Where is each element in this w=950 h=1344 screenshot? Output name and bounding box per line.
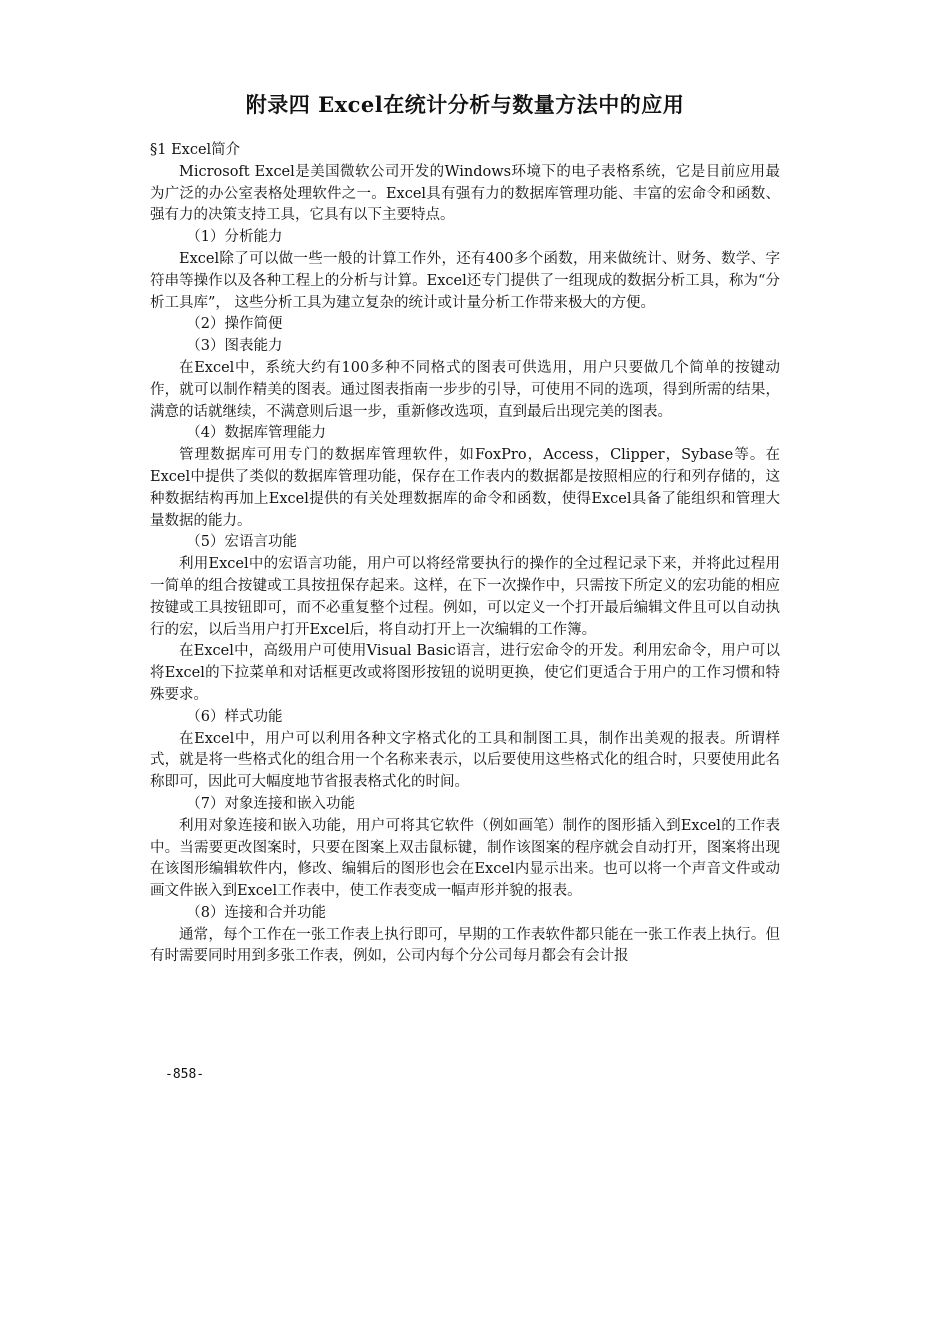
- item-5-heading: （5）宏语言功能: [186, 534, 297, 551]
- item-3-paragraph: 在Excel中，系统大约有100多种不同格式的图表可供选用，用户只要做几个简单的按键动作，就可以制作精美的图表。通过图表指南一步步的引导，可使用不同的选项，得到所需的结果，满意的话就继续，不满意则后退一步，重新修改选项，直到最后出现完美的图表。: [150, 359, 780, 420]
- item-6-paragraph: 在Excel中，用户可以利用各种文字格式化的工具和制图工具，制作出美观的报表。所谓样式，就是将一些格式化的组合用一个名称来表示，以后要使用这些格式化的组合时，只要使用此名称即可，因此可大幅度地节省报表格式化的时间。: [150, 730, 780, 791]
- item-7-paragraph: 利用对象连接和嵌入功能，用户可将其它软件（例如画笔）制作的图形插入到Excel的工作表中。当需要更改图案时，只要在图案上双击鼠标键，制作该图案的程序就会自动打开，图案将出现在该图形编辑软件内，修改、编辑后的图形也会在Excel内显示出来。也可以将一个声音文件或动画文件嵌入到Excel工作表中，使工作表变成一幅声形并貌的报表。: [150, 817, 780, 900]
- item-8-heading: （8）连接和合并功能: [186, 904, 326, 921]
- item-5-paragraph-2: 在Excel中，高级用户可使用Visual Basic语言，进行宏命令的开发。利用宏命令，用户可以将Excel的下拉菜单和对话框更改或将图形按钮的说明更换，使它们更适合于用户的工作习惯和特殊要求。: [150, 643, 780, 703]
- item-4-heading: （4）数据库管理能力: [186, 425, 326, 442]
- section-heading: §1 Excel简介: [150, 142, 241, 158]
- page-number: -858-: [165, 1067, 205, 1082]
- item-4-paragraph: 管理数据库可用专门的数据库管理软件，如FoxPro，Access，Clipper，Sybase等。在Excel中提供了类似的数据库管理功能，保存在工作表内的数据都是按照相应的行和列存储的，这种数据结构再加上Excel提供的有关处理数据库的命令和函数，使得Excel具备了能组织和管理大量数据的能力。: [150, 447, 780, 529]
- item-2-heading: （2）操作简便: [186, 316, 283, 333]
- item-5-paragraph-1: 利用Excel中的宏语言功能，用户可以将经常要执行的操作的全过程记录下来，并将此过程用一简单的组合按键或工具按扭保存起来。这样，在下一次操作中，只需按下所定义的宏功能的相应按键或工具按钮即可，而不必重复整个过程。例如，可以定义一个打开最后编辑文件且可以自动执行的宏，以后当用户打开Excel后，将自动打开上一次编辑的工作簿。: [150, 556, 780, 638]
- intro-paragraph: Microsoft Excel是美国微软公司开发的Windows环境下的电子表格系统，它是目前应用最为广泛的办公室表格处理软件之一。Excel具有强有力的数据库管理功能、丰富的宏命令和函数、强有力的决策支持工具，它具有以下主要特点。: [150, 163, 780, 224]
- item-3-heading: （3）图表能力: [186, 338, 283, 355]
- item-1-heading: （1）分析能力: [186, 229, 283, 246]
- document-title: 附录四 Excel在统计分析与数量方法中的应用: [245, 92, 685, 117]
- document-page: [150, 88, 780, 968]
- item-6-heading: （6）样式功能: [186, 708, 283, 725]
- item-8-paragraph: 通常，每个工作在一张工作表上执行即可，早期的工作表软件都只能在一张工作表上执行。但有时需要同时用到多张工作表，例如，公司内每个分公司每月都会有会计报: [150, 926, 780, 965]
- item-7-heading: （7）对象连接和嵌入功能: [186, 795, 355, 812]
- item-1-paragraph: Excel除了可以做一些一般的计算工作外，还有400多个函数，用来做统计、财务、数学、字符串等操作以及各种工程上的分析与计算。Excel还专门提供了一组现成的数据分析工具，称为“分析工具库”， 这些分析工具为建立复杂的统计或计量分析工作带来极大的方便。: [150, 250, 780, 311]
